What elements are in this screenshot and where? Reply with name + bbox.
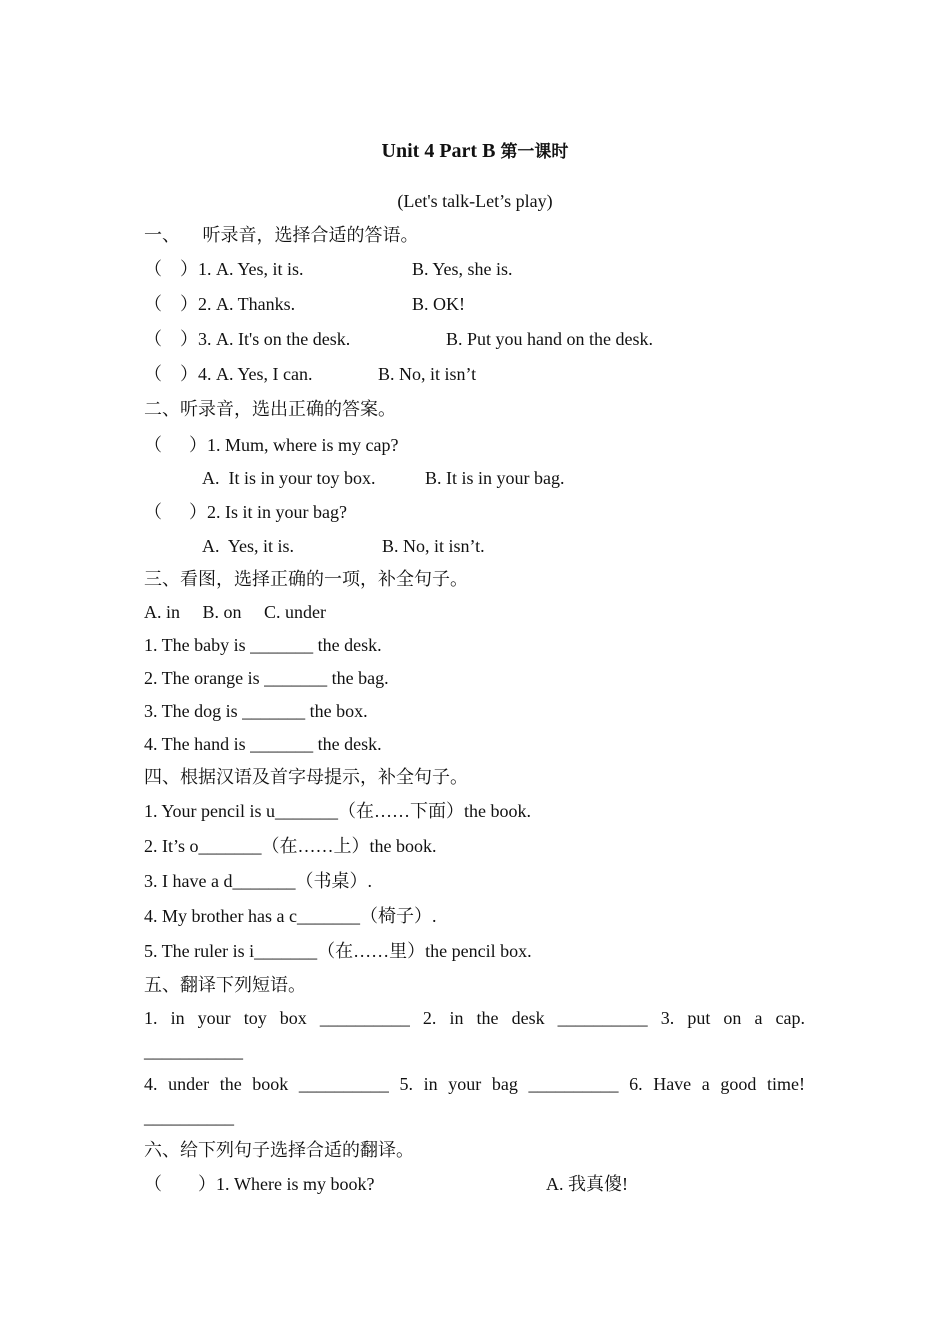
s1-q1: （ ）1. A. Yes, it is. <box>144 259 304 279</box>
s6-answer-a: A. 我真傻! <box>546 1174 628 1194</box>
s1-q1-option-b: B. Yes, she is. <box>412 259 513 279</box>
s1-q2: （ ）2. A. Thanks. <box>144 294 296 314</box>
s5-line-1-blank: ___________ <box>144 1041 243 1061</box>
section-6-heading: 六、给下列句子选择合适的翻译。 <box>144 1140 414 1160</box>
s2-q1-option-b: B. It is in your bag. <box>425 468 565 488</box>
s1-q3-option-b: B. Put you hand on the desk. <box>446 329 653 349</box>
section-5-heading: 五、翻译下列短语。 <box>144 975 306 995</box>
section-4-heading: 四、根据汉语及首字母提示，补全句子。 <box>144 767 468 787</box>
s1-q2-option-b: B. OK! <box>412 294 465 314</box>
s4-item-1: 1. Your pencil is u_______（在……下面）the book. <box>144 801 531 821</box>
s4-item-5: 5. The ruler is i_______（在……里）the pencil box. <box>144 941 532 961</box>
s1-q3: （ ）3. A. It's on the desk. <box>144 329 351 349</box>
s1-q4: （ ）4. A. Yes, I can. <box>144 364 313 384</box>
page-title <box>0 139 950 164</box>
s2-q1-option-a: A. It is in your toy box. <box>202 468 376 488</box>
s1-q4-option-b: B. No, it isn’t <box>378 364 477 384</box>
s5-line-1: 1. in your toy box __________ 2. in the desk __________ 3. put on a cap. <box>144 1008 805 1028</box>
s5-line-2: 4. under the book __________ 5. in your bag __________ 6. Have a good time! <box>144 1074 805 1094</box>
s2-q2: （ ）2. Is it in your bag? <box>144 502 347 522</box>
page-subtitle: (Let's talk-Let’s play) <box>397 191 553 211</box>
s3-options: A. in B. on C. under <box>144 602 326 622</box>
s4-item-2: 2. It’s o_______（在……上）the book. <box>144 836 437 856</box>
title-en: Unit 4 Part B <box>381 140 501 162</box>
s4-item-4: 4. My brother has a c_______（椅子）. <box>144 906 437 926</box>
section-2-heading: 二、听录音，选出正确的答案。 <box>144 399 396 419</box>
s2-q1: （ ）1. Mum, where is my cap? <box>144 435 399 455</box>
s3-item-4: 4. The hand is _______ the desk. <box>144 734 382 754</box>
s4-item-3: 3. I have a d_______（书桌）. <box>144 871 372 891</box>
s3-item-2: 2. The orange is _______ the bag. <box>144 668 389 688</box>
section-1-heading: 一、 听录音，选择合适的答语。 <box>144 225 419 245</box>
s6-q1: （ ）1. Where is my book? <box>144 1174 375 1194</box>
section-3-heading: 三、看图，选择正确的一项，补全句子。 <box>144 569 468 589</box>
title-cn: 第一课时 <box>500 142 569 162</box>
s3-item-3: 3. The dog is _______ the box. <box>144 701 368 721</box>
s2-q2-option-a: A. Yes, it is. <box>202 536 295 556</box>
s2-q2-option-b: B. No, it isn’t. <box>382 536 485 556</box>
s5-line-2-blank: __________ <box>144 1107 234 1127</box>
s3-item-1: 1. The baby is _______ the desk. <box>144 635 382 655</box>
